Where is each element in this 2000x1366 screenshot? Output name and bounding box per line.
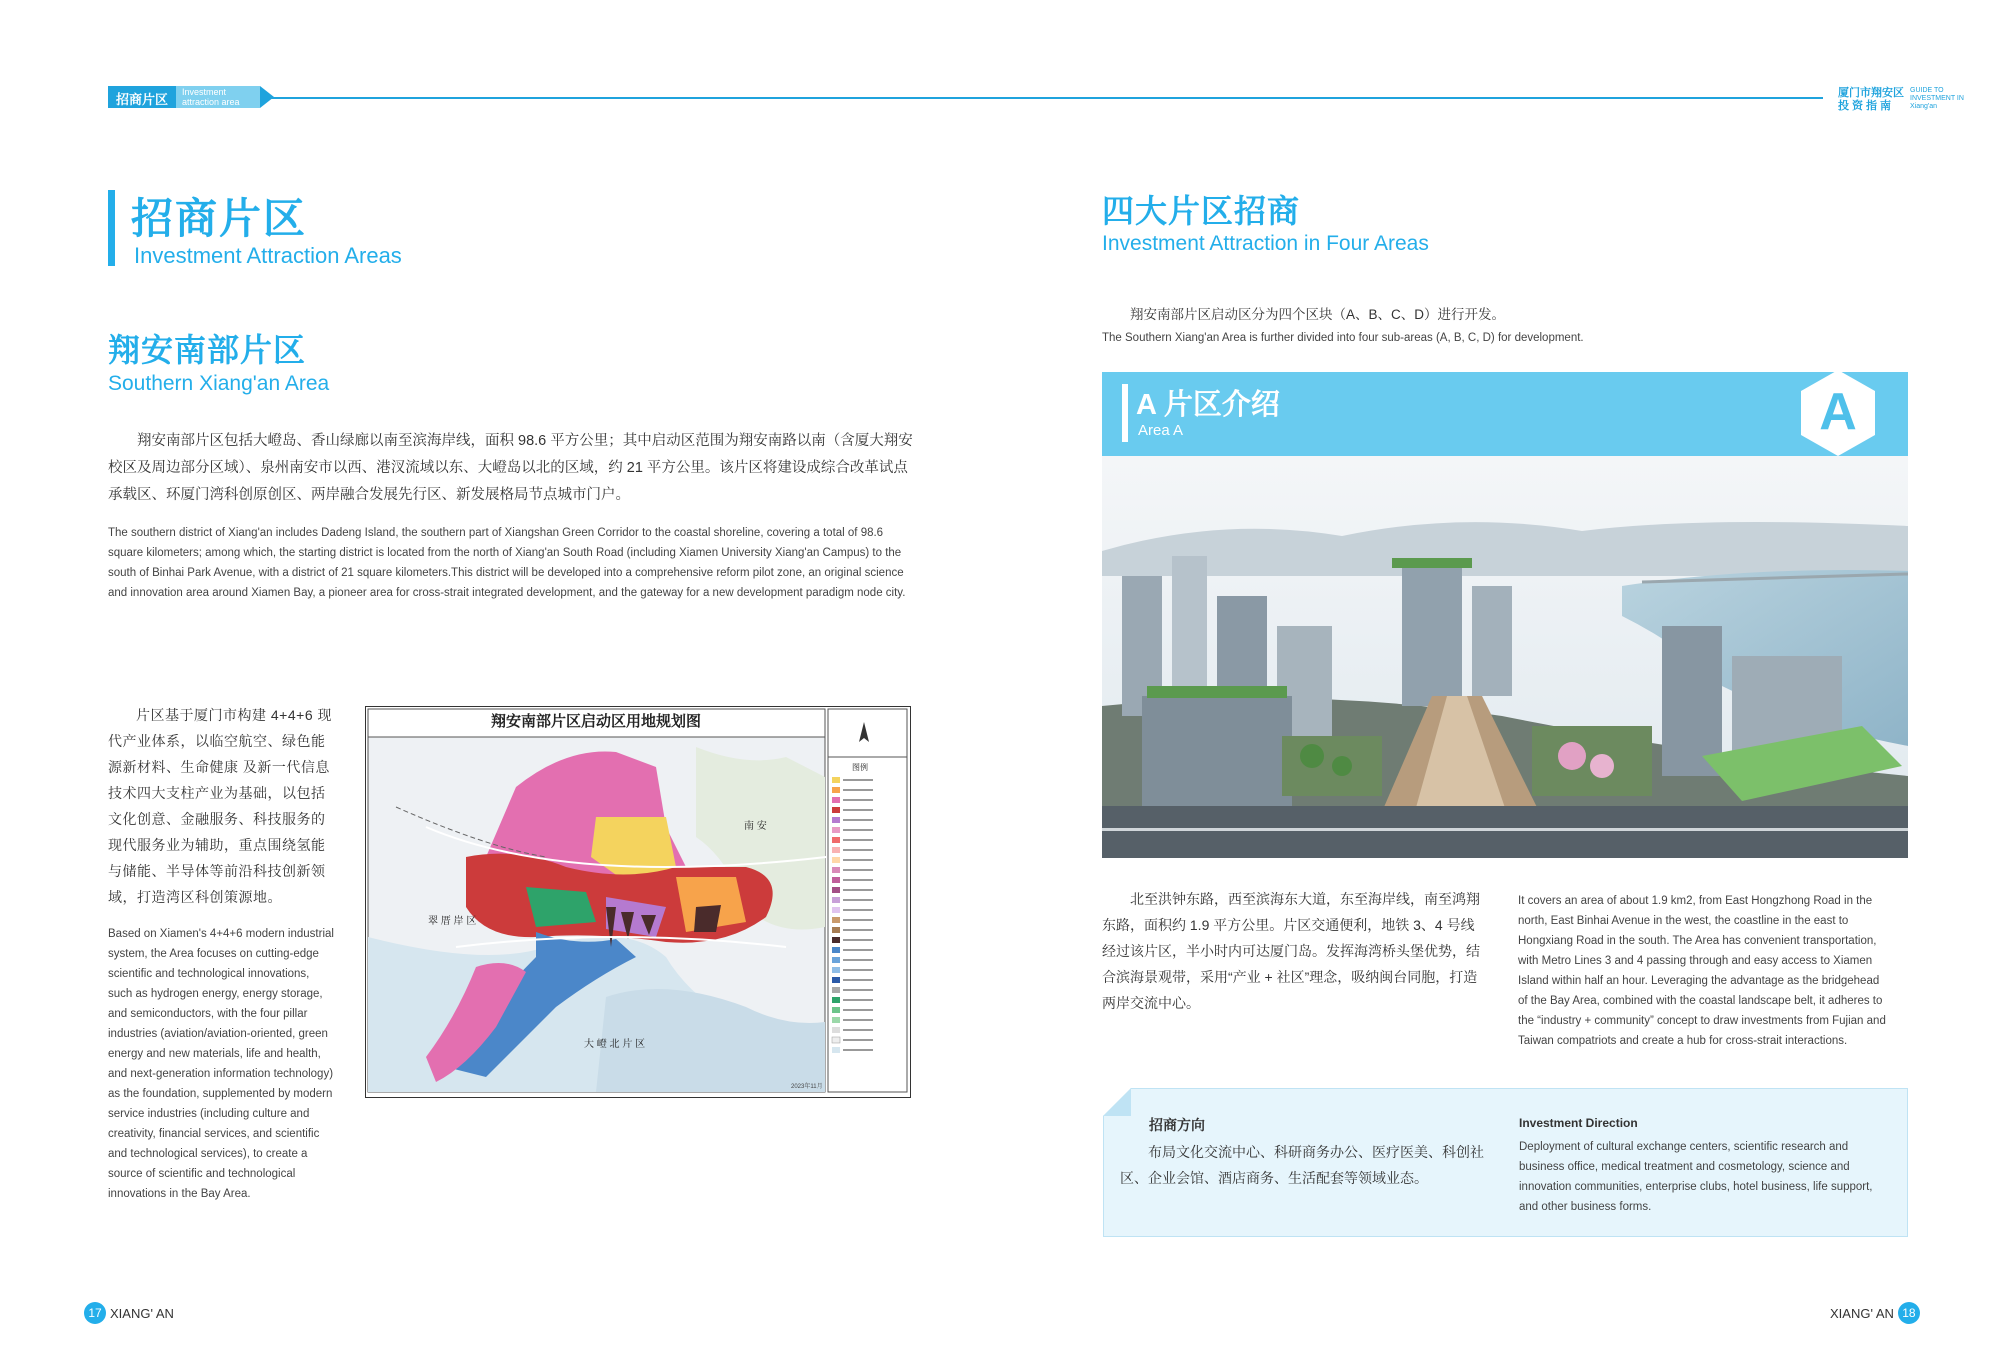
map-label-nanan: 南 安 — [744, 821, 767, 832]
direction-zh: 布局文化交流中心、科研商务办公、医疗医美、科创社区、企业会馆、酒店商务、生活配套等领域业态。 — [1120, 1144, 1484, 1186]
section-tag-en: Investment attraction area — [176, 86, 260, 108]
header-rule — [108, 97, 1823, 99]
area-heading: 翔安南部片区 — [108, 332, 307, 368]
area-heading-en: Southern Xiang'an Area — [108, 372, 330, 395]
direction-en: Deployment of cultural exchange centers, scientific research and business office, medical treatment and cosmetology, science and innovation communities, enterprise clubs, hotel business, life support, and other business forms. — [1519, 1141, 1873, 1213]
map-label-cuicuo: 翠 厝 岸 区 — [428, 916, 477, 927]
brand-en: GUIDE TO INVESTMENT IN Xiang'an — [1910, 87, 1964, 110]
intro-block — [108, 428, 914, 603]
footer-right-text: XIANG' AN — [1830, 1305, 1894, 1321]
map-title: 翔安南部片区启动区用地规划图 — [490, 713, 701, 730]
banner-title-en: Area A — [1138, 422, 1184, 439]
areas-intro-zh: 翔安南部片区启动区分为四个区块（A、B、C、D）进行开发。 — [1130, 307, 1506, 322]
investment-direction-box — [1103, 1088, 1908, 1237]
area-a-rendering — [1102, 456, 1908, 858]
folded-corner-icon — [1103, 1088, 1133, 1118]
area-badge-letter: A — [1819, 383, 1857, 441]
section-tag — [108, 86, 274, 108]
map-label-dadeng: 大 嶝 北 片 区 — [584, 1039, 646, 1050]
page-number-right: 18 — [1898, 1302, 1920, 1324]
page-title: 招商片区 — [131, 195, 308, 242]
brand-mark — [1838, 87, 1980, 113]
area-a-desc-en: It covers an area of about 1.9 km2, from East Hongzhong Road in the north, East Binhai Avenue in the west, the coastline in the east to Hongxiang Road in the south. The Area has convenient transportation, with Metro Lines 3 and 4 passing through and easy access to Xiamen Island within half an hour. Leveraging the advantage as the bridgehead of the Bay Area, combined with the coastal landscape belt, it adheres to the “industry + community” concept to draw investments from Fujian and Taiwan compatriots and create a hub for cross-strait interactions. — [1518, 895, 1886, 1047]
banner-title: A 片区介绍 — [1136, 389, 1280, 421]
page-footer-left — [84, 1302, 174, 1324]
title-accent-bar — [108, 190, 115, 266]
section-title: 四大片区招商 — [1102, 193, 1301, 229]
legend-title: 图例 — [852, 763, 868, 772]
brand-zh-line1: 厦门市翔安区 — [1838, 87, 1904, 99]
industry-block — [108, 702, 336, 1204]
intro-zh: 翔安南部片区包括大嶝岛、香山绿廊以南至滨海岸线，面积 98.6 平方公里；其中启动区范围为翔安南路以南（含厦大翔安校区及周边部分区域）、泉州南安市以西、港汊流域以东、大嶝岛以北的区域，约 21 平方公里。该片区将建设成综合改革试点承载区、环厦门湾科创原创区、两岸融合发展先行区、新发展格局节点城市门户。 — [108, 433, 913, 503]
intro-en: The southern district of Xiang'an includes Dadeng Island, the southern part of Xiangshan Green Corridor to the coastal shoreline, covering a total of 98.6 square kilometers; among which, the starting district is located from the north of Xiang'an South Road (including Xiamen University Xiang'an Campus) to the south of Binhai Park Avenue, with a district of 21 square kilometers.This district will be developed into a comprehensive reform pilot zone, an original science and innovation area around Xiamen Bay, a pioneer area for cross-strait integrated development, and the gateway for a new development paradigm node city. — [108, 527, 906, 599]
map-date: 2023年11月 — [791, 1084, 823, 1090]
section-title-en: Investment Attraction in Four Areas — [1102, 232, 1429, 255]
tag-arrow-icon — [260, 86, 274, 108]
brand-zh-line2: 投资指南 — [1838, 100, 1894, 112]
direction-title-en: Investment Direction — [1519, 1116, 1638, 1130]
footer-left-text: XIANG' AN — [110, 1305, 174, 1321]
area-badge-icon — [1798, 368, 1878, 458]
page-number-left: 17 — [84, 1302, 106, 1324]
land-use-map — [365, 706, 911, 1098]
page-footer-right — [1830, 1302, 1920, 1324]
industry-en: Based on Xiamen's 4+4+6 modern industrial system, the Area focuses on cutting-edge scientific and technological innovations, such as hydrogen energy, energy storage, and semiconductors, with the four pillar industries (aviation/aviation-oriented, green energy and new materials, life and health, and next-generation information technology) as the foundation, supplemented by modern service industries (including culture and creativity, financial services, and scientific and technological services), to create a source of scientific and technological innovations in the Bay Area. — [108, 928, 334, 1200]
banner-accent-bar — [1122, 384, 1128, 442]
industry-zh: 片区基于厦门市构建 4+4+6 现代产业体系，以临空航空、绿色能源新材料、生命健康 及新一代信息技术四大支柱产业为基础，以包括文化创意、金融服务、科技服务的现代服务业为辅助，重点围绕氢能与储能、半导体等前沿科技创新领域，打造湾区科创策源地。 — [108, 707, 332, 905]
page-title-en: Investment Attraction Areas — [134, 243, 402, 268]
areas-intro-en: The Southern Xiang'an Area is further divided into four sub-areas (A, B, C, D) for development. — [1102, 332, 1584, 344]
section-tag-zh: 招商片区 — [108, 86, 176, 108]
area-a-desc-zh: 北至洪钟东路，西至滨海东大道，东至海岸线，南至鸿翔东路，面积约 1.9 平方公里。片区交通便利，地铁 3、4 号线经过该片区，半小时内可达厦门岛。发挥海湾桥头堡优势，结合滨海景观带，采用“产业 + 社区”理念，吸纳闽台同胞，打造两岸交流中心。 — [1102, 891, 1480, 1011]
direction-title-zh: 招商方向 — [1149, 1117, 1205, 1133]
area-a-banner — [1102, 372, 1908, 456]
